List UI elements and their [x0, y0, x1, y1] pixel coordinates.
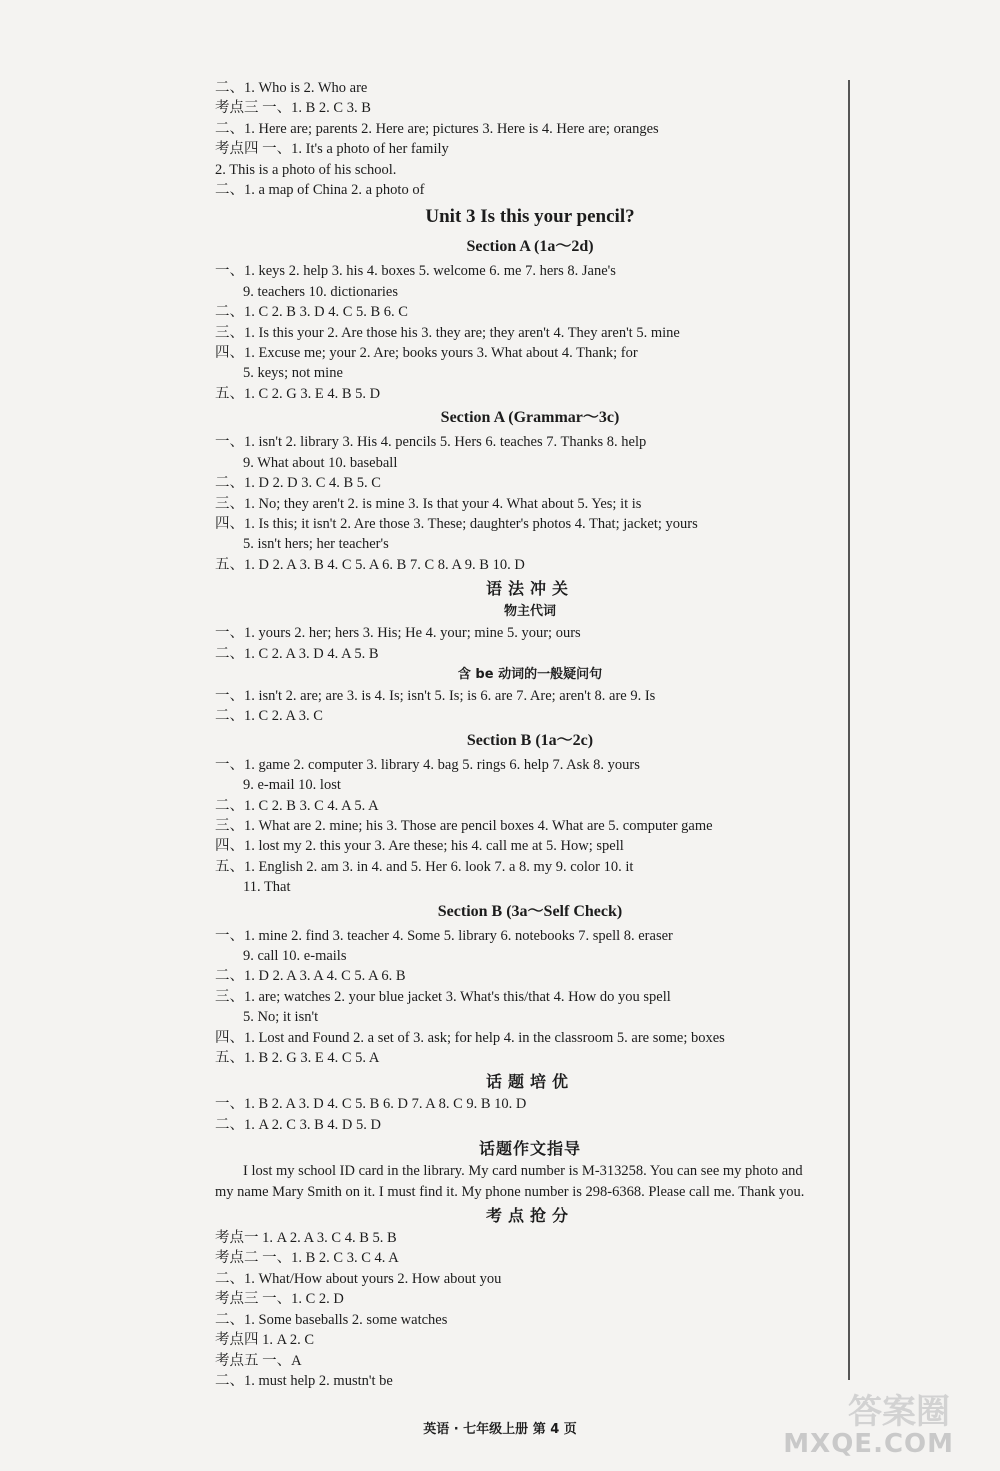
- topic-title: 话题培优: [485, 1072, 574, 1092]
- answer-line: 二、1. D 2. D 3. C 4. B 5. C: [215, 475, 381, 492]
- watermark-site: MXQE.COM: [783, 1429, 954, 1459]
- answer-line: 9. teachers 10. dictionaries: [243, 283, 399, 300]
- answer-line: 9. e-mail 10. lost: [243, 777, 341, 794]
- answer-line: 11. That: [243, 879, 291, 896]
- section-title: Section B (3a～Self Check): [437, 902, 623, 920]
- right-margin-rule: [848, 80, 850, 1380]
- answer-line: 二、1. Here are; parents 2. Here are; pictures 3. Here is 4. Here are; oranges: [215, 120, 659, 137]
- answer-line: 五、1. D 2. A 3. B 4. C 5. A 6. B 7. C 8. A 9. B 10. D: [215, 556, 525, 573]
- answer-line: 二、1. C 2. B 3. C 4. A 5. A: [215, 797, 379, 814]
- answer-line: 二、1. C 2. B 3. D 4. C 5. B 6. C: [215, 304, 408, 321]
- answer-line: 三、1. are; watches 2. your blue jacket 3. What's this/that 4. How do you spell: [215, 988, 671, 1005]
- answer-line: 9. call 10. e-mails: [243, 948, 347, 964]
- answer-line: 四、1. Lost and Found 2. a set of 3. ask; for help 4. in the classroom 5. are some; boxes: [215, 1029, 725, 1046]
- answer-line: 一、1. keys 2. help 3. his 4. boxes 5. welcome 6. me 7. hers 8. Jane's: [215, 263, 616, 280]
- answer-line: 考点二 一、1. B 2. C 3. C 4. A: [215, 1250, 399, 1267]
- answer-line: 五、1. C 2. G 3. E 4. B 5. D: [215, 385, 381, 402]
- answer-line: 考点三 一、1. B 2. C 3. B: [215, 100, 371, 117]
- answer-line: 9. What about 10. baseball: [243, 454, 398, 471]
- answer-line: 二、1. C 2. A 3. C: [215, 708, 323, 725]
- answer-line: 四、1. lost my 2. this your 3. Are these; his 4. call me at 5. How; spell: [215, 838, 624, 855]
- answer-line: 四、1. Excuse me; your 2. Are; books yours 3. What about 4. Thank; for: [215, 345, 638, 362]
- section-title: Section A (1a～2d): [466, 238, 594, 256]
- answer-line: 一、1. yours 2. her; hers 3. His; He 4. your; mine 5. your; ours: [215, 625, 581, 642]
- answer-line: 考点五 一、A: [215, 1352, 302, 1369]
- answer-line: 一、1. B 2. A 3. D 4. C 5. B 6. D 7. A 8. C 9. B 10. D: [215, 1096, 527, 1113]
- page-footer: 英语 · 七年级上册 第 4 页: [423, 1422, 577, 1437]
- answer-line: 二、1. A 2. C 3. B 4. D 5. D: [215, 1116, 381, 1133]
- watermark: [783, 1385, 980, 1463]
- writing-paragraph: I lost my school ID card in the library. My card number is M-313258. You can see my photo and my name Mary Smith on it. I must find it. My phone number is 298-6368. Please call me. Thank you.: [215, 1163, 805, 1200]
- answer-line: 三、1. No; they aren't 2. is mine 3. Is that your 4. What about 5. Yes; it is: [215, 495, 642, 512]
- answer-line: 考点三 一、1. C 2. D: [215, 1291, 344, 1308]
- section-title: Section B (1a～2c): [466, 731, 594, 749]
- watermark-logo: 答案圈: [848, 1392, 950, 1432]
- content-column: [215, 78, 845, 1391]
- grammar-title: 语法冲关: [485, 579, 574, 599]
- answer-line: 一、1. isn't 2. library 3. His 4. pencils 5. Hers 6. teaches 7. Thanks 8. help: [215, 434, 647, 451]
- answer-line: 三、1. Is this your 2. Are those his 3. they are; they aren't 4. They aren't 5. mine: [215, 324, 680, 341]
- answer-line: 五、1. B 2. G 3. E 4. C 5. A: [215, 1050, 380, 1067]
- unit-title: Unit 3 Is this your pencil?: [425, 206, 635, 228]
- answer-line: 5. keys; not mine: [243, 365, 343, 382]
- answer-line: 二、1. What/How about yours 2. How about you: [215, 1270, 502, 1287]
- answer-line: 二、1. Some baseballs 2. some watches: [215, 1311, 448, 1328]
- grammar-subtitle: 含 be 动词的一般疑问句: [457, 666, 603, 682]
- answer-line: 考点四 一、1. It's a photo of her family: [215, 141, 449, 158]
- answer-line: 考点四 1. A 2. C: [215, 1332, 315, 1349]
- points-title: 考点抢分: [485, 1206, 574, 1226]
- answer-line: 考点一 1. A 2. A 3. C 4. B 5. B: [215, 1230, 397, 1247]
- section-title: Section A (Grammar～3c): [440, 409, 620, 427]
- answer-line: 一、1. game 2. computer 3. library 4. bag 5. rings 6. help 7. Ask 8. yours: [215, 756, 640, 773]
- answer-line: 5. No; it isn't: [243, 1009, 319, 1026]
- top-lines: [215, 78, 845, 200]
- answer-line: 二、1. D 2. A 3. A 4. C 5. A 6. B: [215, 968, 406, 985]
- answer-line: 5. isn't hers; her teacher's: [243, 536, 389, 553]
- answer-line: 一、1. isn't 2. are; are 3. is 4. Is; isn't 5. Is; is 6. are 7. Are; aren't 8. are 9. Is: [215, 687, 656, 704]
- answer-line: 二、1. Who is 2. Who are: [215, 80, 368, 96]
- answer-line: 五、1. English 2. am 3. in 4. and 5. Her 6. look 7. a 8. my 9. color 10. it: [215, 858, 634, 875]
- answer-line: 三、1. What are 2. mine; his 3. Those are pencil boxes 4. What are 5. computer game: [215, 817, 713, 834]
- answer-line: 四、1. Is this; it isn't 2. Are those 3. These; daughter's photos 4. That; jacket; yours: [215, 515, 698, 532]
- answer-line: 二、1. a map of China 2. a photo of: [215, 182, 425, 199]
- writing-title: 话题作文指导: [478, 1139, 581, 1159]
- answer-line: 一、1. mine 2. find 3. teacher 4. Some 5. library 6. notebooks 7. spell 8. eraser: [215, 927, 673, 944]
- answer-line: 二、1. must help 2. mustn't be: [215, 1372, 393, 1389]
- answer-line: 二、1. C 2. A 3. D 4. A 5. B: [215, 645, 379, 662]
- answer-line: 2. This is a photo of his school.: [215, 161, 397, 178]
- grammar-subtitle: 物主代词: [503, 604, 556, 620]
